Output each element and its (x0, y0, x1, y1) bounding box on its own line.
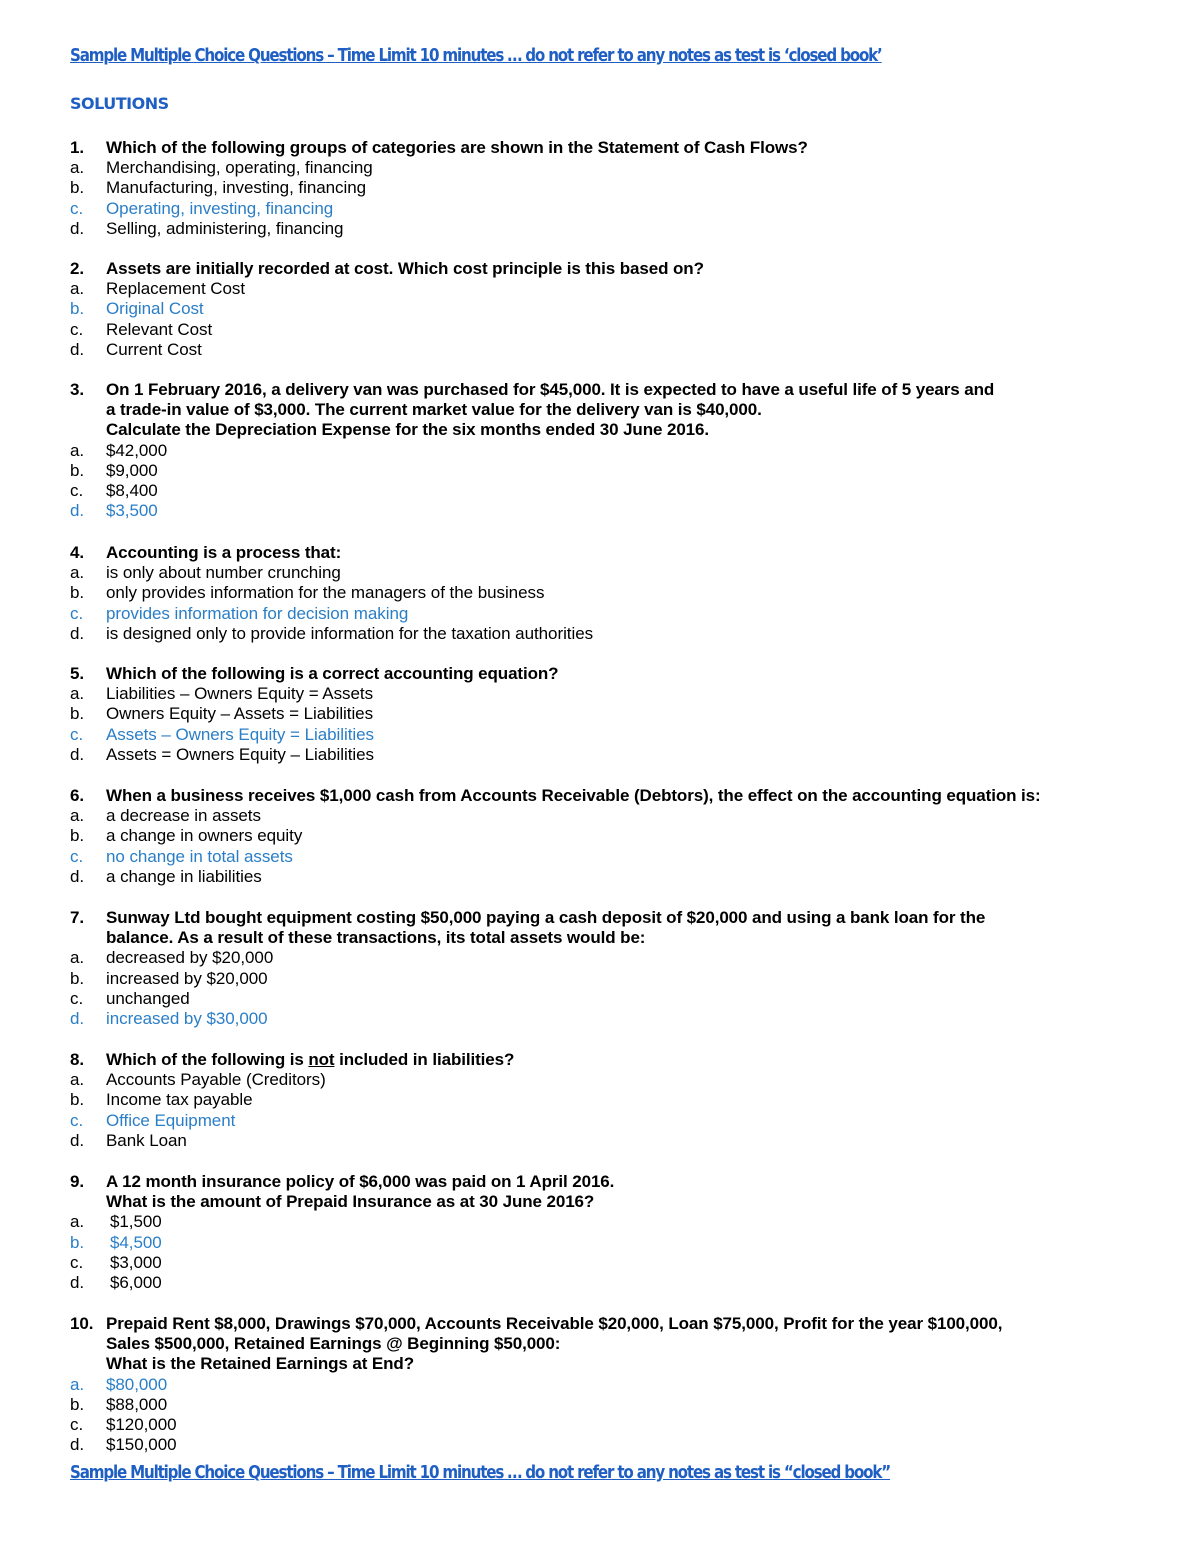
question-4 (70, 543, 1160, 644)
option-letter: c. (70, 1252, 84, 1272)
option-text: increased by $20,000 (106, 968, 268, 988)
question-number: 2. (70, 259, 84, 278)
question-3 (70, 380, 1160, 521)
question-text (70, 786, 1160, 806)
option-letter: d. (70, 1130, 85, 1150)
question-text-cont (70, 1334, 1160, 1354)
option-letter: d. (70, 1009, 85, 1029)
option-letter: b. (70, 460, 85, 480)
option-text: Manufacturing, investing, financing (106, 178, 367, 198)
question-line: Prepaid Rent $8,000, Drawings $70,000, Accounts Receivable $20,000, Loan $75,000, Profit for the year $100,000, (106, 1314, 1003, 1333)
option-d (70, 219, 1160, 239)
option-d (70, 1273, 1160, 1293)
option-a (70, 563, 1160, 583)
question-line: a trade-in value of $3,000. The current market value for the delivery van is $40,000. (106, 400, 762, 420)
option-text: Income tax payable (106, 1090, 253, 1110)
question-text (70, 1050, 1160, 1070)
option-letter: c. (70, 988, 84, 1008)
page-header-title: Sample Multiple Choice Questions – Time Limit 10 minutes … do not refer to any notes as test is ‘closed book’ (70, 45, 882, 66)
question-number: 8. (70, 1050, 84, 1069)
option-c (70, 1253, 1160, 1273)
option-letter: c. (70, 846, 84, 866)
question-number: 10. (70, 1314, 94, 1333)
question-line: On 1 February 2016, a delivery van was purchased for $45,000. It is expected to have a useful life of 5 years and (106, 380, 995, 399)
option-letter: b. (70, 299, 85, 319)
option-text: decreased by $20,000 (106, 948, 274, 968)
question-text-cont (70, 1192, 1160, 1212)
option-c-correct (70, 725, 1160, 745)
option-b (70, 178, 1160, 198)
question-line: Sales $500,000, Retained Earnings @ Beginning $50,000: (106, 1334, 561, 1354)
option-a (70, 1070, 1160, 1090)
question-line: What is the Retained Earnings at End? (106, 1354, 415, 1374)
option-text: Office Equipment (106, 1110, 236, 1130)
option-letter: a. (70, 1070, 85, 1090)
option-letter: d. (70, 501, 85, 521)
option-a-correct (70, 1375, 1160, 1395)
option-c-correct (70, 199, 1160, 219)
option-text: $120,000 (106, 1415, 177, 1435)
option-letter: a. (70, 158, 85, 178)
question-line: What is the amount of Prepaid Insurance as at 30 June 2016? (106, 1192, 595, 1212)
solutions-heading: SOLUTIONS (70, 94, 169, 113)
option-a (70, 1212, 1160, 1232)
option-a (70, 948, 1160, 968)
option-a (70, 684, 1160, 704)
option-text: Original Cost (106, 299, 204, 319)
option-b (70, 1090, 1160, 1110)
question-2 (70, 259, 1160, 360)
option-text: Relevant Cost (106, 319, 213, 339)
question-1 (70, 138, 1160, 239)
option-text: unchanged (106, 988, 190, 1008)
question-8 (70, 1050, 1160, 1151)
option-b-correct (70, 1233, 1160, 1253)
option-letter: c. (70, 1415, 84, 1435)
option-letter: b. (70, 1090, 85, 1110)
option-letter: c. (70, 1110, 84, 1130)
option-text: $8,400 (106, 481, 158, 501)
option-b (70, 1395, 1160, 1415)
option-letter: a. (70, 440, 85, 460)
option-letter: b. (70, 1232, 85, 1252)
option-text: Assets – Owners Equity = Liabilities (106, 724, 374, 744)
question-number: 3. (70, 380, 84, 399)
question-5 (70, 664, 1160, 765)
question-7 (70, 908, 1160, 1029)
option-text: Current Cost (106, 339, 202, 359)
question-6 (70, 786, 1160, 887)
option-a (70, 441, 1160, 461)
option-letter: a. (70, 279, 85, 299)
question-9 (70, 1172, 1160, 1293)
question-text (70, 664, 1160, 684)
underlined-word: not (308, 1050, 335, 1069)
question-line: Calculate the Depreciation Expense for the six months ended 30 June 2016. (106, 420, 710, 440)
option-text: a decrease in assets (106, 806, 261, 826)
question-line: Which of the following is a correct accounting equation? (106, 664, 559, 683)
question-text (70, 259, 1160, 279)
question-text (70, 543, 1160, 563)
question-text (70, 908, 1160, 928)
option-letter: b. (70, 583, 85, 603)
option-text: $4,500 (110, 1232, 162, 1252)
page-footer-title: Sample Multiple Choice Questions – Time Limit 10 minutes … do not refer to any notes as test is “closed book” (70, 1462, 891, 1483)
option-text: is only about number crunching (106, 563, 341, 583)
option-text: $1,500 (110, 1212, 162, 1232)
option-c (70, 481, 1160, 501)
question-number: 6. (70, 786, 84, 805)
question-text-cont (70, 1354, 1160, 1374)
option-letter: d. (70, 218, 85, 238)
option-text: a change in owners equity (106, 826, 303, 846)
option-letter: b. (70, 968, 85, 988)
question-number: 5. (70, 664, 84, 683)
option-text: increased by $30,000 (106, 1009, 268, 1029)
question-number: 4. (70, 543, 84, 562)
option-b (70, 826, 1160, 846)
option-d (70, 745, 1160, 765)
option-text: is designed only to provide information for the taxation authorities (106, 623, 594, 643)
option-text: $42,000 (106, 440, 168, 460)
option-letter: d. (70, 866, 85, 886)
option-d-correct (70, 501, 1160, 521)
option-letter: a. (70, 806, 85, 826)
option-d-correct (70, 1009, 1160, 1029)
question-line: Assets are initially recorded at cost. Which cost principle is this based on? (106, 259, 704, 278)
option-b (70, 704, 1160, 724)
question-line: balance. As a result of these transactions, its total assets would be: (106, 928, 646, 948)
option-letter: a. (70, 684, 85, 704)
question-text-cont (70, 400, 1160, 420)
option-text: $88,000 (106, 1394, 168, 1414)
option-text: Merchandising, operating, financing (106, 158, 373, 178)
option-d (70, 1131, 1160, 1151)
option-text: $6,000 (110, 1273, 162, 1293)
option-c (70, 320, 1160, 340)
option-c-correct (70, 847, 1160, 867)
option-letter: c. (70, 319, 84, 339)
option-b (70, 583, 1160, 603)
question-text (70, 138, 1160, 158)
question-text (70, 1314, 1160, 1334)
option-text: $3,500 (106, 501, 158, 521)
question-line: included in liabilities? (334, 1050, 515, 1069)
option-letter: b. (70, 178, 85, 198)
option-text: $9,000 (106, 460, 158, 480)
option-d (70, 624, 1160, 644)
option-letter: c. (70, 481, 84, 501)
option-a (70, 158, 1160, 178)
option-letter: c. (70, 198, 84, 218)
question-text (70, 380, 1160, 400)
option-text: Owners Equity – Assets = Liabilities (106, 704, 374, 724)
option-text: a change in liabilities (106, 866, 262, 886)
question-text-cont (70, 928, 1160, 948)
option-c (70, 1415, 1160, 1435)
option-text: Selling, administering, financing (106, 218, 344, 238)
option-letter: c. (70, 724, 84, 744)
option-b-correct (70, 299, 1160, 319)
option-letter: a. (70, 563, 85, 583)
question-number: 1. (70, 138, 84, 157)
option-b (70, 461, 1160, 481)
option-text: $3,000 (110, 1252, 162, 1272)
option-a (70, 806, 1160, 826)
option-c-correct (70, 1111, 1160, 1131)
option-text: Liabilities – Owners Equity = Assets (106, 684, 374, 704)
option-text: Assets = Owners Equity – Liabilities (106, 744, 374, 764)
option-text: only provides information for the managers of the business (106, 583, 545, 603)
option-letter: d. (70, 1273, 85, 1293)
option-text: $80,000 (106, 1374, 168, 1394)
option-letter: b. (70, 704, 85, 724)
question-text-cont (70, 420, 1160, 440)
question-number: 7. (70, 908, 84, 927)
option-a (70, 279, 1160, 299)
option-letter: d. (70, 339, 85, 359)
option-text: Operating, investing, financing (106, 198, 334, 218)
option-letter: d. (70, 744, 85, 764)
option-c-correct (70, 604, 1160, 624)
question-line: When a business receives $1,000 cash from Accounts Receivable (Debtors), the effect on the accounting equation is: (106, 786, 1041, 805)
option-text: $150,000 (106, 1435, 177, 1455)
option-c (70, 989, 1160, 1009)
question-line: Accounting is a process that: (106, 543, 342, 562)
question-number: 9. (70, 1172, 84, 1191)
option-d (70, 340, 1160, 360)
option-letter: a. (70, 1374, 85, 1394)
option-letter: b. (70, 1394, 85, 1414)
option-text: Replacement Cost (106, 279, 246, 299)
question-line: A 12 month insurance policy of $6,000 was paid on 1 April 2016. (106, 1172, 615, 1191)
question-line: Which of the following is (106, 1050, 309, 1069)
option-b (70, 969, 1160, 989)
option-text: no change in total assets (106, 846, 293, 866)
option-letter: d. (70, 1435, 85, 1455)
option-text: Bank Loan (106, 1130, 187, 1150)
question-line: Which of the following groups of categories are shown in the Statement of Cash Flows? (106, 138, 808, 157)
option-letter: a. (70, 1212, 85, 1232)
option-text: Accounts Payable (Creditors) (106, 1070, 326, 1090)
option-letter: c. (70, 603, 84, 623)
question-10 (70, 1314, 1160, 1455)
question-text (70, 1172, 1160, 1192)
question-line: Sunway Ltd bought equipment costing $50,000 paying a cash deposit of $20,000 and using a bank loan for the (106, 908, 986, 927)
option-d (70, 867, 1160, 887)
option-letter: b. (70, 826, 85, 846)
option-letter: d. (70, 623, 85, 643)
option-d (70, 1435, 1160, 1455)
option-text: provides information for decision making (106, 603, 409, 623)
option-letter: a. (70, 948, 85, 968)
